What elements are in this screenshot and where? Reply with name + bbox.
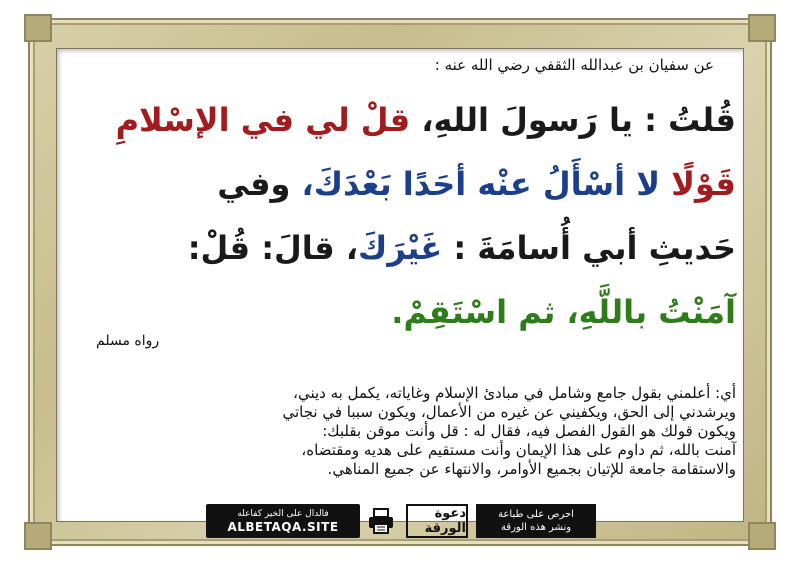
hadith-segment: وفي (217, 165, 291, 203)
dawat-alwaraqa-logo: دعوة الورقة (406, 504, 468, 538)
explanation-line: أي: أعلمني بقول جامع وشامل في مبادئ الإسلام وغاياته، يكمل به ديني، (293, 384, 736, 402)
print-share-badge (476, 504, 596, 538)
explanation-line: ويرشدني إلى الحق، ويكفيني عن غيره من الأعمال، ويكون سببا في نجاتي (282, 403, 736, 421)
frame-corner-bottom-left (24, 522, 52, 550)
explanation-text (86, 384, 736, 479)
hadith-text (96, 88, 736, 344)
explanation-line: والاستقامة جامعة للإتيان بجميع الأوامر، والانتهاء عن جميع المناهي. (327, 460, 736, 478)
hadith-segment: حَديثِ أبي أُسامَةَ : (442, 229, 736, 267)
printer-icon (366, 506, 396, 536)
hadith-segment: آمَنْتُ باللَّهِ، ثم اسْتَقِمْ. (391, 293, 736, 331)
print-share-line-1: احرص على طباعة (498, 509, 574, 520)
hadith-segment: غَيْرَكَ (358, 229, 443, 267)
frame-corner-top-left (24, 14, 52, 42)
hadith-segment: قَوْلًا (660, 165, 736, 203)
hadith-source: رواه مسلم (96, 333, 160, 349)
hadith-segment: قُلتُ : يا رَسولَ اللهِ، (410, 101, 736, 139)
explanation-line: آمنت بالله، ثم داوم على هذا الإيمان وأنت مستقيم على هديه ومقتضاه، (301, 441, 736, 459)
hadith-line-2 (96, 152, 736, 216)
frame-corner-top-right (748, 14, 776, 42)
website-url[interactable]: ALBETAQA.SITE (227, 519, 339, 534)
website-badge[interactable] (206, 504, 360, 538)
print-share-line-2: ونشر هذه الورقة (500, 522, 572, 533)
hadith-line-4 (96, 280, 736, 344)
hadith-segment: ، قالَ: قُلْ: (187, 229, 359, 267)
narrator-intro: عن سفيان بن عبدالله الثقفي رضي الله عنه : (434, 56, 714, 74)
hadith-segment: قلْ لي في الإسْلامِ (115, 101, 411, 139)
website-slogan: فالدال على الخير كفاعله (237, 508, 329, 519)
explanation-line: ويكون قولك هو القول الفصل فيه، فقال له : قل وأنت موقن بقلبك: (322, 422, 736, 440)
hadith-line-1 (96, 88, 736, 152)
hadith-segment: لا أسْأَلُ عنْه أحَدًا بَعْدَكَ، (290, 165, 661, 203)
footer-bar (206, 504, 596, 540)
frame-corner-bottom-right (748, 522, 776, 550)
hadith-line-3 (96, 216, 736, 280)
